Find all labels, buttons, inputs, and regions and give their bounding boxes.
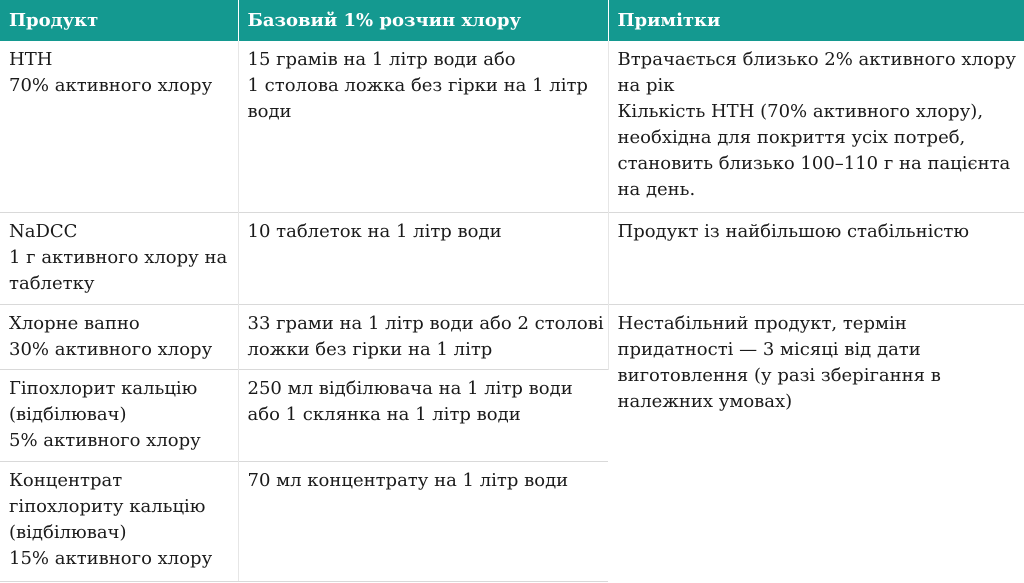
solution-cell: [238, 212, 608, 304]
solution-line: або 1 склянка на 1 літр води: [247, 403, 521, 425]
product-name: NaDCC: [9, 220, 78, 242]
header-product: Продукт: [0, 0, 238, 41]
header-row: [0, 0, 1024, 41]
notes-line: на день.: [617, 179, 696, 200]
notes-line: необхідна для покриття усіх потреб,: [617, 127, 966, 148]
notes-cell: [608, 212, 1024, 304]
product-cell: [0, 212, 238, 304]
notes-line: на рік: [617, 75, 675, 96]
solution-cell: [238, 41, 608, 212]
product-concentration: 1 г активного хлору на: [9, 246, 228, 268]
product-name: НТН: [9, 49, 53, 70]
product-name: (відбілювач): [9, 521, 127, 543]
product-concentration: 70% активного хлору: [9, 75, 213, 96]
notes-cell: [608, 41, 1024, 212]
product-name: Концентрат: [9, 469, 123, 491]
product-name: Хлорне вапно: [9, 312, 140, 334]
product-concentration: таблетку: [9, 272, 95, 294]
solution-line: 10 таблеток на 1 літр води: [247, 220, 502, 242]
product-cell: [0, 41, 238, 212]
notes-line: придатності — 3 місяці від дати: [617, 338, 921, 360]
notes-line: Продукт із найбільшою стабільністю: [617, 220, 970, 242]
solution-cell: [238, 369, 608, 461]
table-row: [0, 212, 1024, 304]
header-notes: Примітки: [608, 0, 1024, 41]
notes-line: Кількість НТН (70% активного хлору),: [617, 101, 984, 122]
notes-line: Втрачається близько 2% активного хлору: [617, 49, 1016, 70]
product-name: Гіпохлорит кальцію: [9, 377, 198, 399]
notes-line: належних умовах): [617, 390, 793, 412]
solution-line: 250 мл відбілювача на 1 літр води: [247, 377, 573, 399]
product-name: гіпохлориту кальцію: [9, 495, 206, 517]
solution-line: ложки без гірки на 1 літр: [247, 338, 493, 360]
solution-line: 1 столова ложка без гірки на 1 літр: [247, 75, 588, 96]
solution-cell: [238, 461, 608, 581]
product-cell: [0, 461, 238, 581]
solution-cell: [238, 304, 608, 369]
notes-cell-merged: [608, 304, 1024, 581]
table-row: [0, 41, 1024, 212]
product-cell: [0, 369, 238, 461]
solution-line: 33 грами на 1 літр води або 2 столові: [247, 312, 604, 334]
product-cell: [0, 304, 238, 369]
notes-line: виготовлення (у разі зберігання в: [617, 364, 941, 386]
product-concentration: 5% активного хлору: [9, 429, 201, 451]
table-row: [0, 304, 1024, 369]
solution-line: води: [247, 101, 292, 122]
product-name: (відбілювач): [9, 403, 127, 425]
product-concentration: 30% активного хлору: [9, 338, 213, 360]
notes-line: становить близько 100–110 г на пацієнта: [617, 153, 1011, 174]
notes-line: Нестабільний продукт, термін: [617, 312, 907, 334]
solution-line: 15 грамів на 1 літр води або: [247, 49, 516, 70]
solution-line: 70 мл концентрату на 1 літр води: [247, 469, 569, 491]
product-concentration: 15% активного хлору: [9, 547, 213, 569]
header-solution: Базовий 1% розчин хлору: [238, 0, 608, 41]
